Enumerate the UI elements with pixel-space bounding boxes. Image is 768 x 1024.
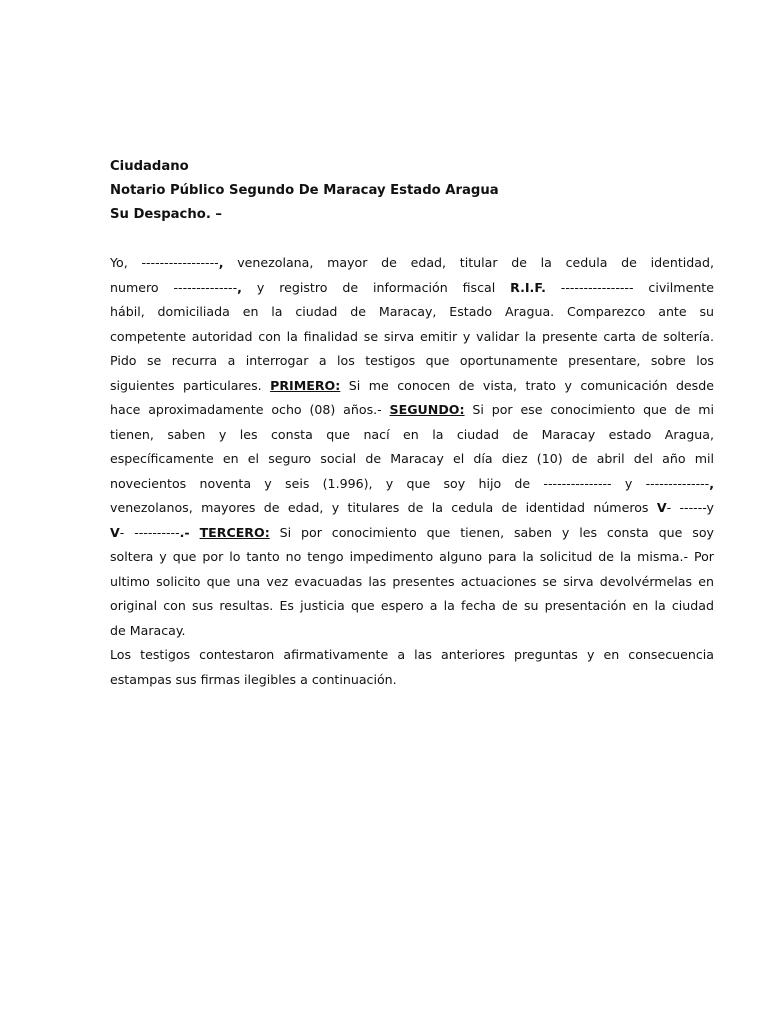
text-run [190,525,200,540]
body-line-18: estampas sus firmas ilegibles a continuación. [110,671,397,687]
primero-heading: PRIMERO: [270,377,341,393]
body-line-12 [110,521,714,546]
text-run-bold: .- [179,524,190,540]
text-run: numero -------------- [110,279,238,295]
text-run: venezolanos, mayores de edad, y titulares de la cedula de identidad números [110,500,657,515]
letter-header [110,155,630,227]
text-run: y registro de información fiscal [241,279,511,295]
body-line-6 [110,374,714,399]
body-line-9: específicamente en el seguro social de Maracay el día diez (10) de abril del año mil [110,451,714,466]
text-run-bold: , [218,255,224,270]
body-line-15: original con sus resultas. Es justicia que espero a la fecha de su presentación en la ciudad [110,598,714,613]
text-run: - ------y [666,500,714,515]
id-prefix-v: V [656,500,667,515]
recipient-office: Notario Público Segundo De Maracay Estado Aragua [110,183,499,198]
text-run: Si por ese conocimiento que de mi [464,402,714,417]
text-run: Yo, ----------------- [110,255,219,270]
text-run: ---------------- civilmente [545,279,714,295]
text-run: novecientos noventa y seis (1.996), y que soy hijo de --------------- y -------------- [110,475,710,491]
body-line-8: tienen, saben y les consta que nací en la ciudad de Maracay estado Aragua, [110,426,714,442]
letter-body [110,251,714,692]
recipient-title: Ciudadano [110,159,189,174]
body-line-2 [110,276,714,301]
body-line-1 [110,251,714,276]
recipient-salutation: Su Despacho. – [110,207,223,222]
body-line-11 [110,496,714,521]
text-run: hace aproximadamente ocho (08) años.- [110,402,390,417]
rif-label: R.I.F. [510,279,546,295]
segundo-heading: SEGUNDO: [389,402,465,417]
text-run-bold: , [709,475,714,491]
body-line-17: Los testigos contestaron afirmativamente a las anteriores preguntas y en consecuencia [110,647,714,662]
text-run: siguientes particulares. [110,377,271,393]
text-run: - ---------- [119,524,180,540]
body-line-13: soltera y que por lo tanto no tengo impedimento alguno para la solicitud de la misma.- Por [110,549,714,564]
tercero-heading: TERCERO: [199,524,270,540]
id-prefix-v: V [110,524,120,540]
body-line-14: ultimo solicito que una vez evacuadas las presentes actuaciones se sirva devolvérmelas en [110,573,714,589]
body-line-10 [110,472,714,497]
text-run: Si me conocen de vista, trato y comunicación desde [340,377,714,393]
body-line-16: de Maracay. [110,622,186,638]
body-line-4: competente autoridad con la finalidad se sirva emitir y validar la presente carta de soltería. [110,328,714,344]
body-line-3: hábil, domiciliada en la ciudad de Maracay, Estado Aragua. Comparezco ante su [110,304,714,319]
text-run: Si por conocimiento que tienen, saben y les consta que soy [269,524,714,540]
text-run: venezolana, mayor de edad, titular de la cedula de identidad, [223,255,715,270]
text-run-bold: , [237,279,242,295]
body-line-5: Pido se recurra a interrogar a los testigos que oportunamente presentare, sobre los [110,353,714,368]
body-line-7 [110,398,714,423]
